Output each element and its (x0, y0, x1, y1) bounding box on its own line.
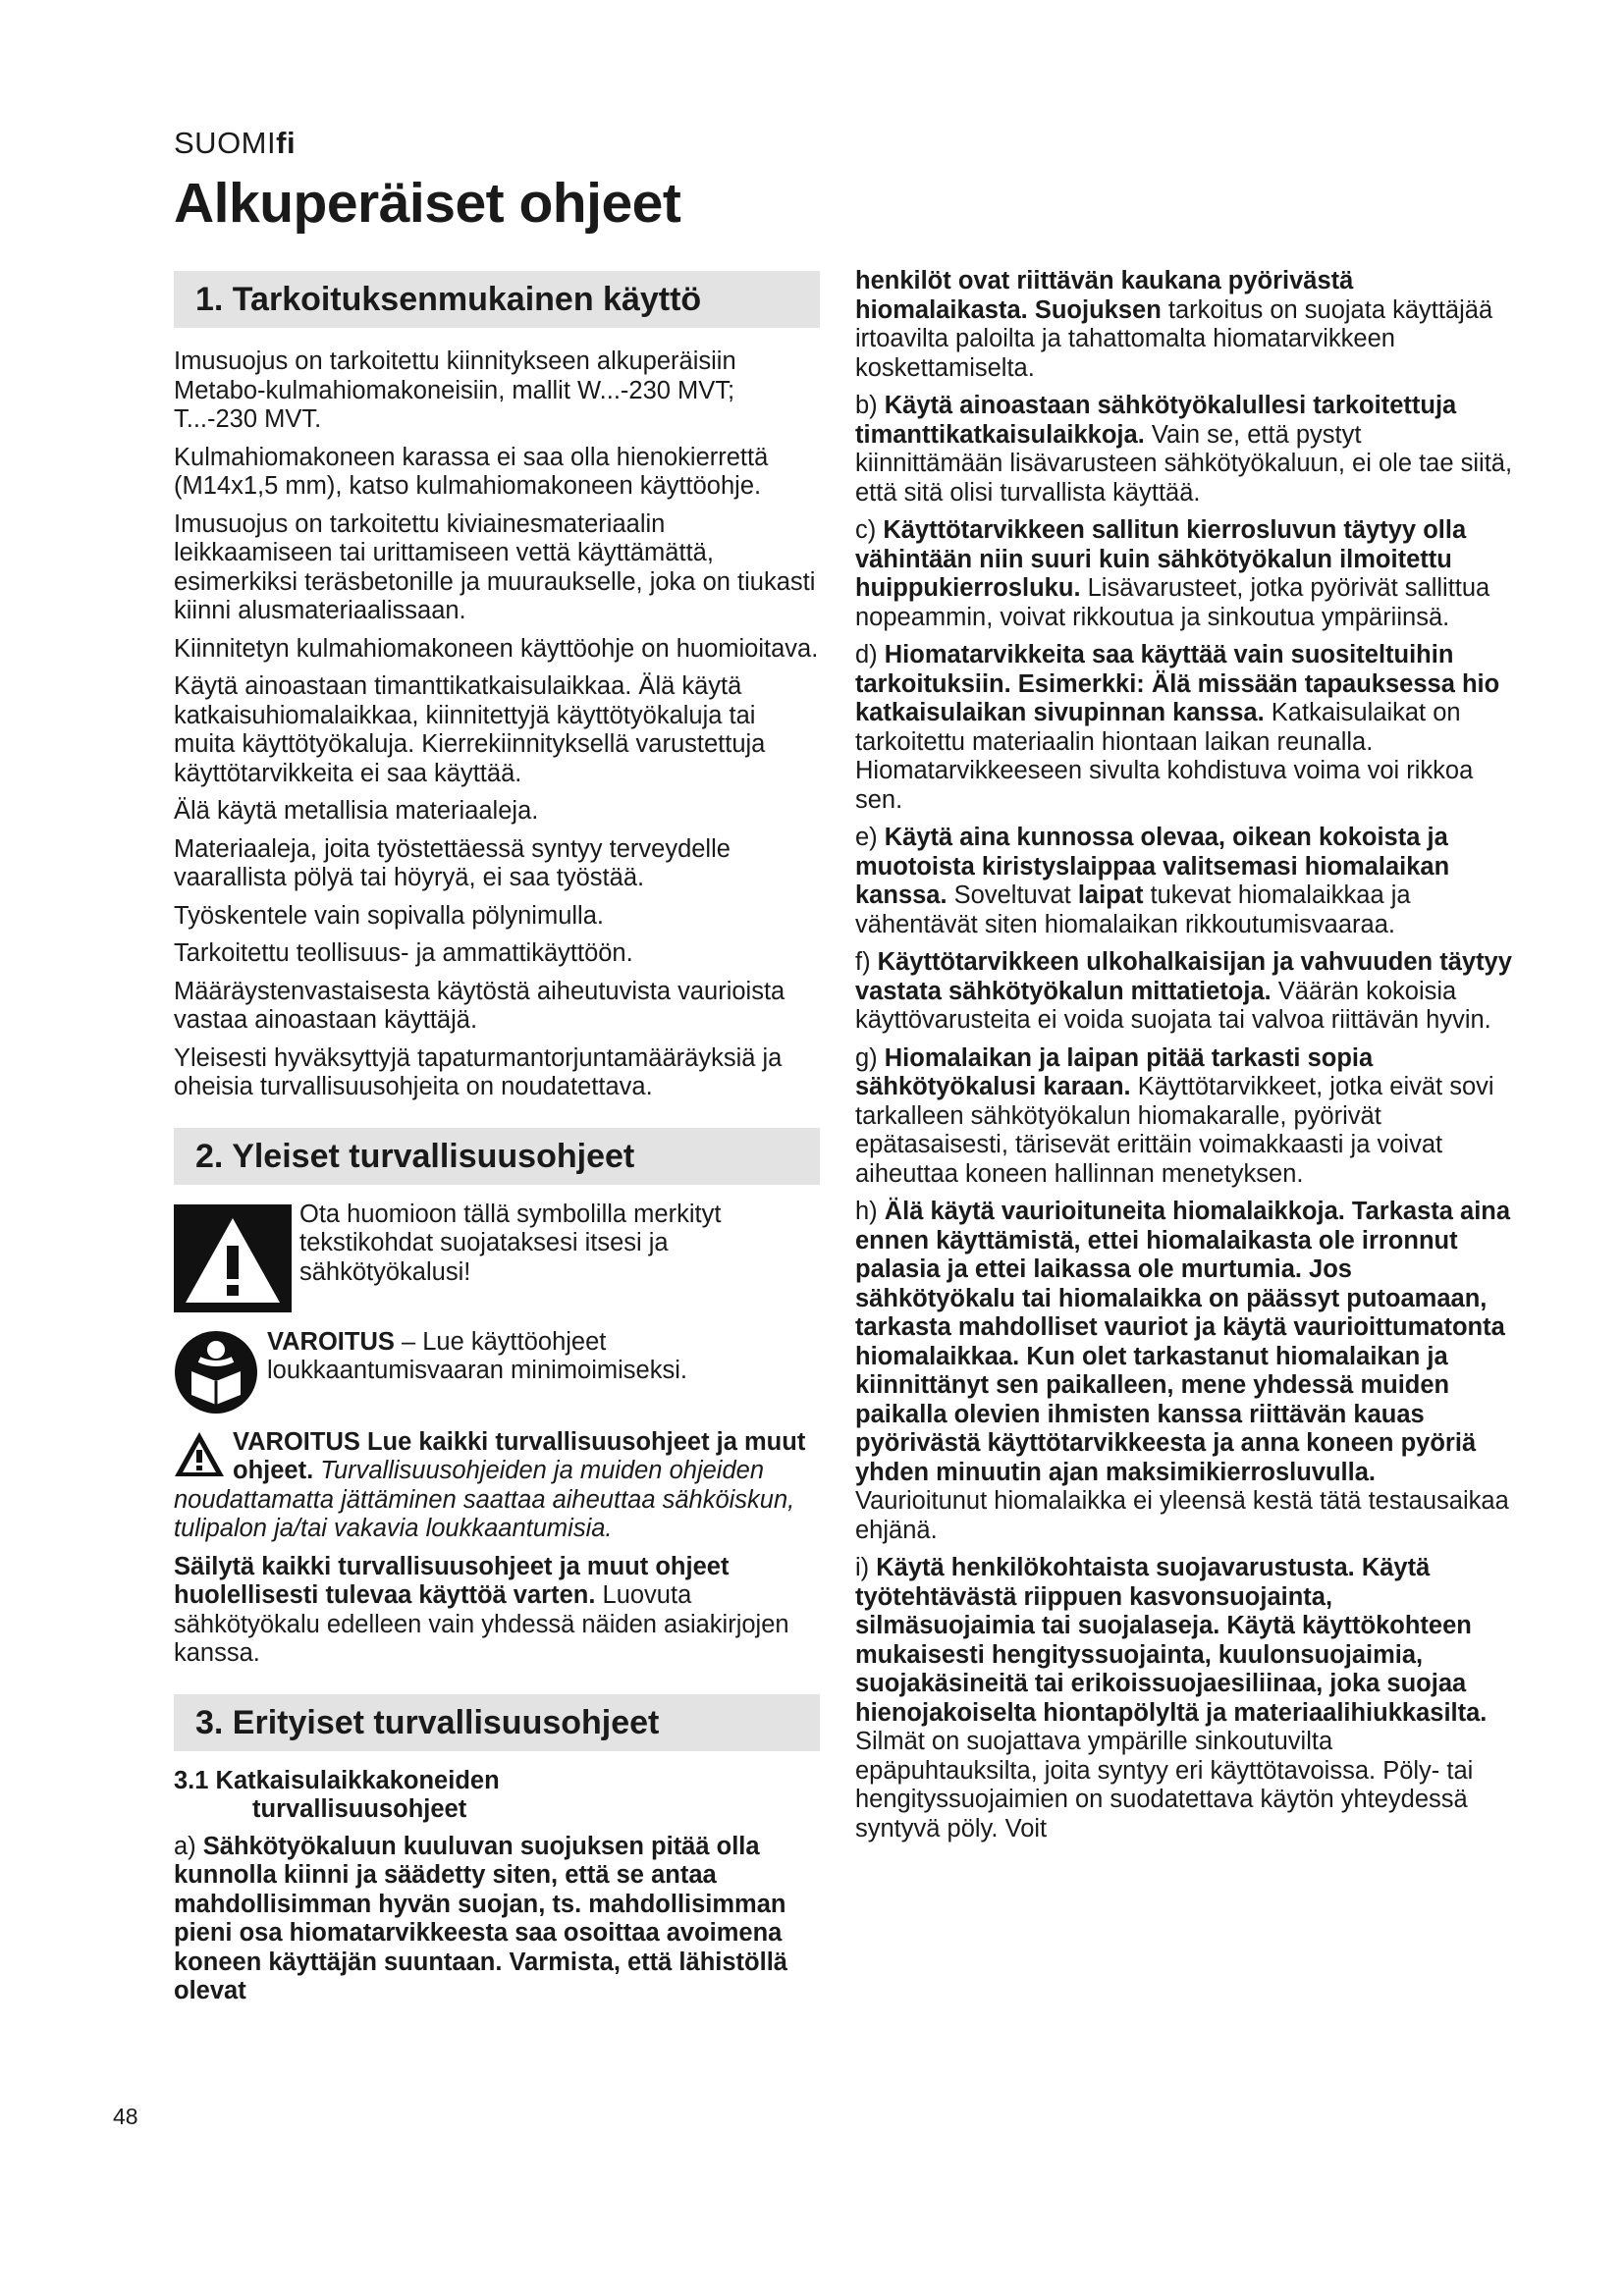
general-warning-bold: VAROITUS Lue kaikki turvallisuusohjeet ja muut ohjeet. (233, 1427, 806, 1484)
item-b-text: Vain se, että pystyt kiinnittämään lisävarusteen sähkötyökaluun, ei ole tae siitä, että sitä olisi turvallista käyttää. (855, 420, 1513, 507)
item-c-label: c) (855, 516, 884, 544)
item-h-label: h) (855, 1198, 885, 1225)
item-d (855, 641, 1513, 815)
item-d-bold: Hiomatarvikkeita saa käyttää vain suositeltuihin tarkoituksiin. Esimerkki: Älä missään tapauksessa hio katkaisulaikan sivupinnan kanssa. (855, 641, 1500, 726)
s1-paragraph: Materiaaleja, joita työstettäessä syntyy terveydelle vaarallista pölyä tai höyryä, ei saa työstää. (174, 834, 731, 891)
item-a-bold: Sähkötyökaluun kuuluvan suojuksen pitää olla kunnolla kiinni ja säädetty siten, että se antaa mahdollisimman hyvän suojan, ts. mahdollisimman pieni osa hiomatarvikkeesta saa osoittaa avoimena koneen käyttäjän suuntaan. Varmista, että lähistöllä olevat (174, 1832, 787, 2004)
read-manual-icon (174, 1330, 258, 1415)
item-g-bold: Hiomalaikan ja laipan pitää tarkasti sopia sähkötyökalusi karaan. (855, 1043, 1374, 1100)
item-e (855, 824, 1513, 939)
item-g-label: g) (855, 1043, 885, 1072)
item-f (855, 948, 1513, 1036)
general-warning-italic: Turvallisuusohjeiden ja muiden ohjeiden noudattamatta jättäminen saattaa aiheuttaa sähköiskun, tulipalon ja/tai vakavia loukkaantumisia. (174, 1457, 795, 1542)
item-b (855, 392, 1513, 507)
language-code: fi (276, 126, 297, 160)
item-f-label: f) (855, 948, 878, 976)
symbol-note-text: Ota huomioon tällä symbolilla merkityt tekstikohdat suojataksesi itsesi ja sähkötyökalusi! (299, 1200, 722, 1286)
read-manual-row (174, 1328, 820, 1415)
subsection-title-cont: turvallisuusohjeet (252, 1795, 467, 1823)
item-f-text: Väärän kokoisia käyttövarusteita ei voida suojata tai valvoa riittävän hyvin. (855, 977, 1491, 1034)
item-a-continued (855, 267, 1513, 383)
item-e-bold: Käytä aina kunnossa olevaa, oikean kokoista ja muotoista kiristyslaippaa valitsemasi hiomalaikan kanssa. (855, 824, 1450, 909)
item-c (855, 516, 1513, 632)
subsection-title: 3.1 Katkaisulaikkakoneiden (174, 1766, 500, 1794)
section-2-heading: 2. Yleiset turvallisuusohjeet (174, 1128, 820, 1185)
keep-instructions-text: Luovuta sähkötyökalu edelleen vain yhdessä näiden asiakirjojen kanssa. (174, 1581, 789, 1667)
item-i (855, 1554, 1513, 1843)
item-a-cont-text: tarkoitus on suojata käyttäjää irtoavilta paloilta ja tahattomalta hiomatarvikkeen koskettamiselta. (855, 295, 1493, 382)
read-warning-body: – Lue käyttöohjeet loukkaantumisvaaran minimoimiseksi. (267, 1327, 687, 1384)
section-3-heading: 3. Erityiset turvallisuusohjeet (174, 1694, 820, 1751)
left-column (174, 271, 820, 2015)
s1-paragraph: Kiinnitetyn kulmahiomakoneen käyttöohje on huomioitava. (174, 634, 819, 663)
item-a (174, 1833, 820, 2006)
item-i-label: i) (855, 1554, 877, 1581)
keep-instructions-bold: Säilytä kaikki turvallisuusohjeet ja muut ohjeet huolellisesti tulevaa käyttöä varten. (174, 1552, 730, 1609)
item-b-label: b) (855, 392, 885, 419)
s1-paragraph: Tarkoitettu teollisuus- ja ammattikäyttöön. (174, 939, 633, 967)
item-a-label: a) (174, 1832, 203, 1860)
item-e-text: Soveltuvat (947, 881, 1078, 909)
item-e-label: e) (855, 824, 885, 851)
item-g-text: Käyttötarvikkeet, jotka eivät sovi tarkalleen sähkötyökalun hiomakaralle, pyörivät epätasaisesti, tärisevät erittäin voimakkaasti ja voivat aiheuttaa koneen hallinnan menetyksen. (855, 1073, 1494, 1188)
item-i-bold: Käytä henkilökohtaista suojavarustusta. Käytä työtehtävästä riippuen kasvonsuojainta, silmäsuojaimia tai suojalaseja. Käytä käyttökohteen mukaisesti hengityssuojainta, kuulonsuojaimia, suojakäsineitä tai erikoissuojaesiliinaa, joka suojaa hienojakoiselta hiontapölyltä ja materiaalihiukkasilta. (855, 1554, 1488, 1727)
section-1-heading: 1. Tarkoituksenmukainen käyttö (174, 271, 820, 328)
item-d-text: Katkaisulaikat on tarkoitettu materiaalin hiontaan laikan reunalla. Hiomatarvikkeeseen sivulta kohdistuva voima voi rikkoa sen. (855, 699, 1474, 814)
warning-triangle-icon (174, 1204, 292, 1312)
item-h (855, 1198, 1513, 1545)
item-f-bold: Käyttötarvikkeen ulkohalkaisijan ja vahvuuden täytyy vastata sähkötyökalun mittatietoja. (855, 948, 1512, 1005)
keep-instructions (174, 1553, 820, 1669)
s1-paragraph: Kulmahiomakoneen karassa ei saa olla hienokierrettä (M14x1,5 mm), katso kulmahiomakoneen käyttöohje. (174, 443, 769, 500)
s1-paragraph: Yleisesti hyväksyttyjä tapaturmantorjuntamääräyksiä ja oheisia turvallisuusohjeita on noudatettava. (174, 1043, 783, 1100)
symbol-note-row (174, 1201, 820, 1314)
warning-triangle-small-icon (174, 1430, 225, 1477)
item-i-text: Silmät on suojattava ympärille sinkoutuvilta epäpuhtauksilta, joita syntyy eri käyttötavoissa. Pöly- tai hengityssuojaimien on suodatettava käytön yhteydessä syntyvä pöly. Voit (855, 1728, 1474, 1842)
item-h-bold: Älä käytä vaurioituneita hiomalaikkoja. Tarkasta aina ennen käyttämistä, ettei hiomalaikasta ole irronnut palasia ja ettei laikassa ole murtumia. Jos sähkötyökalu tai hiomalaikka on päässyt putoamaan, tarkasta mahdolliset vauriot ja käytä vaurioittumatonta hiomalaikkaa. Kun olet tarkastanut hiomalaikan ja kiinnittänyt sen paikalleen, mene yhdessä muiden paikalla olevien ihmisten kanssa riittävän kauas pyörivästä käyttötarvikkeesta ja anna koneen pyöriä yhden minuutin ajan maksimikierrosluvulla. (855, 1198, 1511, 1486)
item-b-bold: Käytä ainoastaan sähkötyökalullesi tarkoitettuja timanttikatkaisulaikkoja. (855, 392, 1457, 449)
language-name: SUOMI (174, 126, 277, 160)
item-d-label: d) (855, 641, 885, 668)
s1-paragraph: Käytä ainoastaan timanttikatkaisulaikkaa. Älä käytä katkaisuhiomalaikkaa, kiinnitettyjä käyttötyökaluja tai muita käyttötyökaluja. Kierrekiinnityksellä varustettuja käyttötarvikkeita ei saa käyttää. (174, 672, 766, 787)
item-a-cont-bold: henkilöt ovat riittävän kaukana pyörivästä hiomalaikasta. Suojuksen (855, 267, 1354, 324)
item-c-bold: Käyttötarvikkeen sallitun kierrosluvun täytyy olla vähintään niin suuri kuin sähkötyökalun ilmoitettu huippukierrosluku. (855, 516, 1467, 602)
s1-paragraph: Imusuojus on tarkoitettu kiviainesmateriaalin leikkaamiseen tai urittamiseen vettä käyttämättä, esimerkiksi teräsbetonille ja muuraukselle, joka on tiukasti kiinni alusmateriaalissaan. (174, 509, 816, 624)
s1-paragraph: Määräystenvastaisesta käytöstä aiheutuvista vaurioista vastaa ainoastaan käyttäjä. (174, 977, 785, 1034)
item-c-text: Lisävarusteet, jotka pyörivät sallittua nopeammin, voivat rikkoutua ja sinkoutua ympäriinsä. (855, 574, 1490, 631)
item-h-text: Vaurioitunut hiomalaikka ei yleensä kestä tätä testausaikaa ehjänä. (855, 1487, 1509, 1544)
general-warning (174, 1428, 820, 1544)
item-e-text-2: tukevat hiomalaikkaa ja vähentävät siten hiomalaikan rikkoutumisvaaraa. (855, 881, 1411, 938)
s1-paragraph: Työskentele vain sopivalla pölynimulla. (174, 901, 604, 930)
language-label (174, 126, 296, 161)
subsection-3-1-heading (174, 1767, 820, 1825)
page-number: 48 (113, 2104, 138, 2129)
s1-paragraph: Älä käytä metallisia materiaaleja. (174, 797, 539, 825)
page-title: Alkuperäiset ohjeet (174, 172, 681, 235)
item-e-bold-2: laipat (1077, 881, 1144, 909)
read-manual-text (174, 1328, 820, 1415)
s1-paragraph: Imusuojus on tarkoitettu kiinnitykseen alkuperäisiin Metabo-kulmahiomakoneisiin, mallit W...-230 MVT; T...-230 MVT. (174, 347, 736, 433)
right-column (855, 267, 1513, 1852)
read-warning-label: VAROITUS (267, 1327, 395, 1356)
item-g (855, 1044, 1513, 1190)
